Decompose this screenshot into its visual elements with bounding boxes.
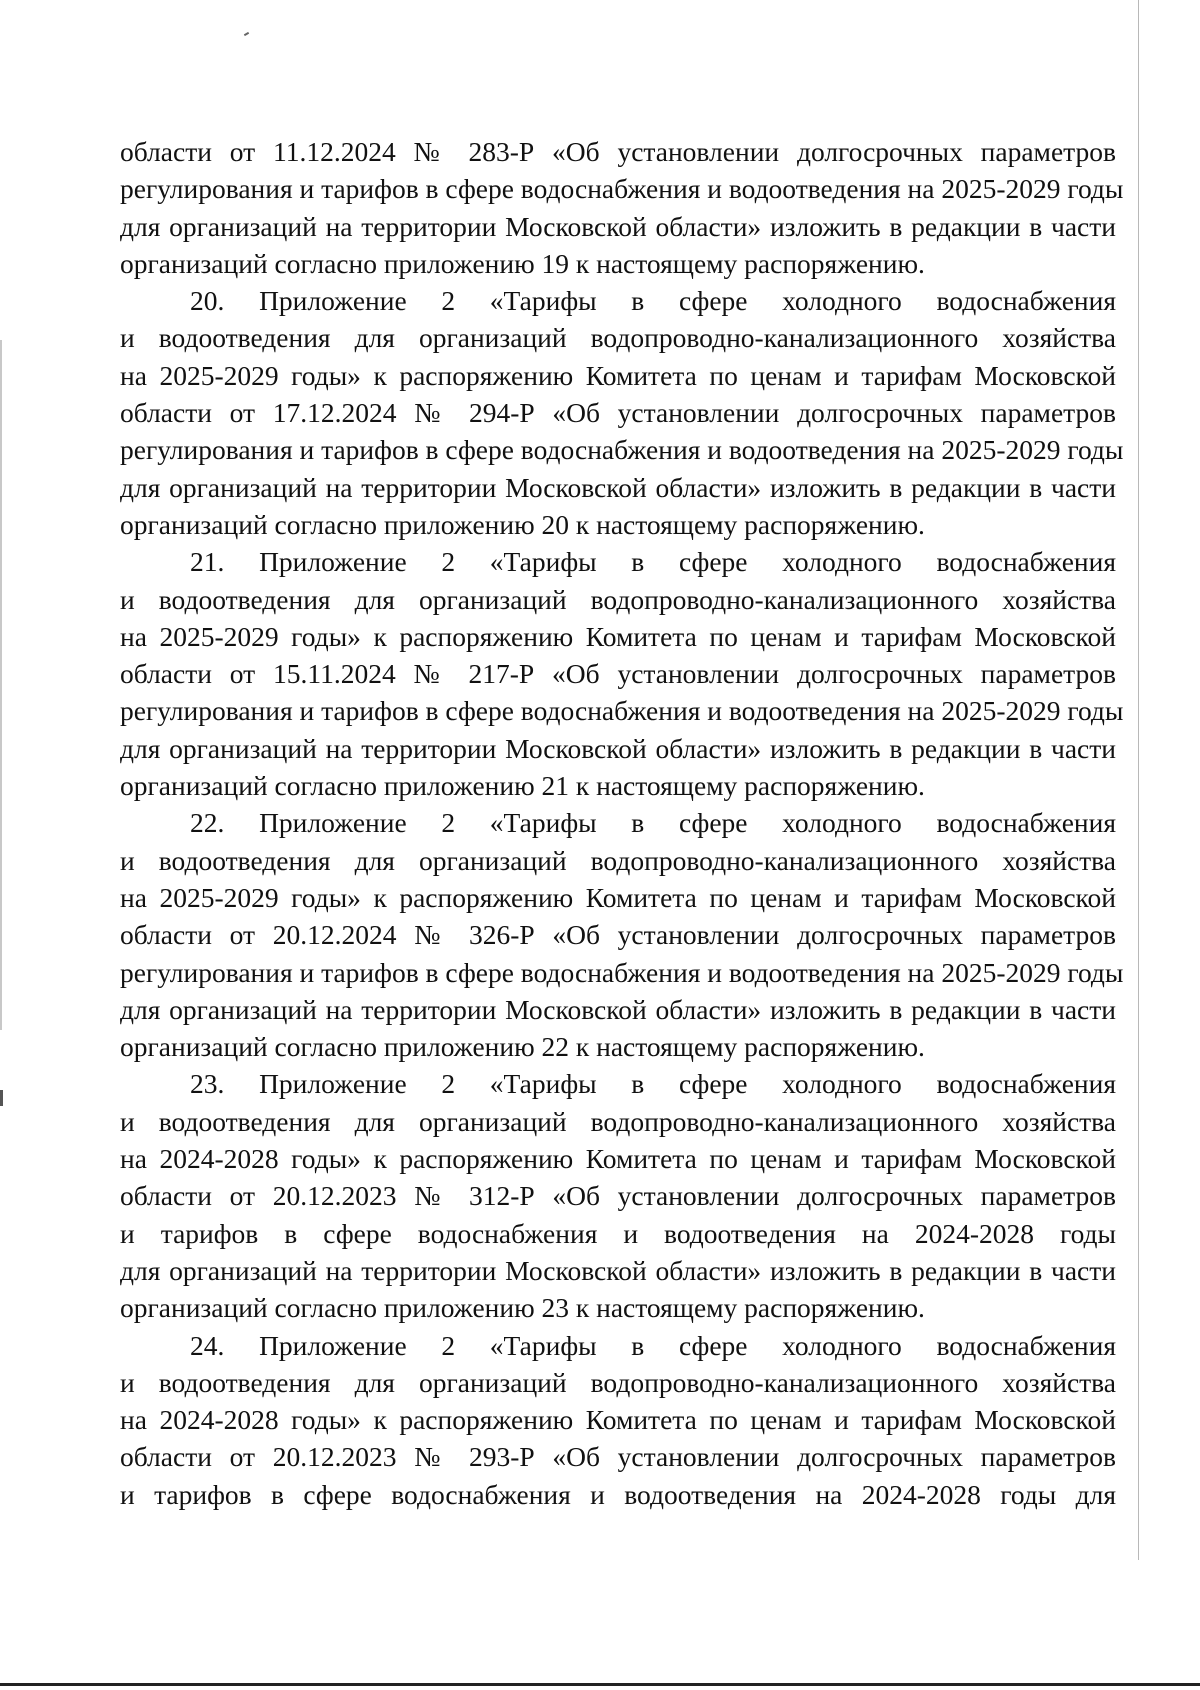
text-line: регулирования и тарифов в сфере водоснабжения и водоотведения на 2025-2029 годы: [120, 695, 1124, 727]
scan-edge-left: [0, 340, 2, 1030]
text-line: на 2025-2029 годы» к распоряжению Комитета по ценам и тарифам Московской: [120, 881, 1116, 913]
text-line: организаций согласно приложению 19 к настоящему распоряжению.: [120, 247, 925, 279]
paragraph-22-first-line: 22. Приложение 2 «Тарифы в сфере холодного водоснабжения: [190, 807, 1116, 839]
text-line: и водоотведения для организаций водопроводно-канализационного хозяйства: [120, 1105, 1116, 1137]
text-line: регулирования и тарифов в сфере водоснабжения и водоотведения на 2025-2029 годы: [120, 434, 1124, 466]
scan-mark: [0, 1090, 3, 1106]
text-line: области от 17.12.2024 № 294-Р «Об установлении долгосрочных параметров: [120, 397, 1116, 429]
text-line: и водоотведения для организаций водопроводно-канализационного хозяйства: [120, 322, 1116, 354]
text-line: регулирования и тарифов в сфере водоснабжения и водоотведения на 2025-2029 годы: [120, 173, 1124, 205]
text-line: и тарифов в сфере водоснабжения и водоотведения на 2024-2028 годы: [120, 1217, 1116, 1249]
text-line: области от 15.11.2024 № 217-Р «Об установлении долгосрочных параметров: [120, 658, 1116, 690]
text-line: организаций согласно приложению 20 к настоящему распоряжению.: [120, 508, 925, 540]
text-line: организаций согласно приложению 23 к настоящему распоряжению.: [120, 1292, 925, 1324]
text-line: на 2025-2029 годы» к распоряжению Комитета по ценам и тарифам Московской: [120, 359, 1116, 391]
text-line: области от 20.12.2023 № 312-Р «Об установлении долгосрочных параметров: [120, 1180, 1116, 1212]
text-line: для организаций на территории Московской области» изложить в редакции в части: [120, 732, 1116, 764]
scan-edge-bottom: [0, 1683, 1200, 1686]
text-line: области от 20.12.2023 № 293-Р «Об установлении долгосрочных параметров: [120, 1441, 1116, 1473]
scan-edge-right: [1138, 0, 1139, 1560]
paragraph-23-first-line: 23. Приложение 2 «Тарифы в сфере холодного водоснабжения: [190, 1068, 1116, 1100]
text-line: на 2024-2028 годы» к распоряжению Комитета по ценам и тарифам Московской: [120, 1143, 1116, 1175]
text-line: области от 11.12.2024 № 283-Р «Об установлении долгосрочных параметров: [120, 136, 1116, 167]
text-line: организаций согласно приложению 21 к настоящему распоряжению.: [120, 770, 925, 802]
text-line: на 2025-2029 годы» к распоряжению Комитета по ценам и тарифам Московской: [120, 620, 1116, 652]
text-line: на 2024-2028 годы» к распоряжению Комитета по ценам и тарифам Московской: [120, 1404, 1116, 1436]
text-line: и водоотведения для организаций водопроводно-канализационного хозяйства: [120, 1366, 1116, 1398]
paragraph-21-first-line: 21. Приложение 2 «Тарифы в сфере холодного водоснабжения: [190, 546, 1116, 578]
text-line: для организаций на территории Московской области» изложить в редакции в части: [120, 1254, 1116, 1286]
document-body: [120, 133, 1124, 1513]
text-line: и водоотведения для организаций водопроводно-канализационного хозяйства: [120, 583, 1116, 615]
text-line: области от 20.12.2024 № 326-Р «Об установлении долгосрочных параметров: [120, 919, 1116, 951]
text-line: и тарифов в сфере водоснабжения и водоотведения на 2024-2028 годы для: [120, 1478, 1116, 1510]
paragraph-20-first-line: 20. Приложение 2 «Тарифы в сфере холодного водоснабжения: [190, 285, 1116, 317]
text-line: для организаций на территории Московской области» изложить в редакции в части: [120, 210, 1116, 242]
paragraph-24-first-line: 24. Приложение 2 «Тарифы в сфере холодного водоснабжения: [190, 1329, 1116, 1361]
text-line: для организаций на территории Московской области» изложить в редакции в части: [120, 993, 1116, 1025]
text-line: регулирования и тарифов в сфере водоснабжения и водоотведения на 2025-2029 годы: [120, 956, 1124, 988]
text-line: для организаций на территории Московской области» изложить в редакции в части: [120, 471, 1116, 503]
text-line: организаций согласно приложению 22 к настоящему распоряжению.: [120, 1031, 925, 1063]
scan-speck: [244, 32, 249, 36]
text-line: и водоотведения для организаций водопроводно-канализационного хозяйства: [120, 844, 1116, 876]
